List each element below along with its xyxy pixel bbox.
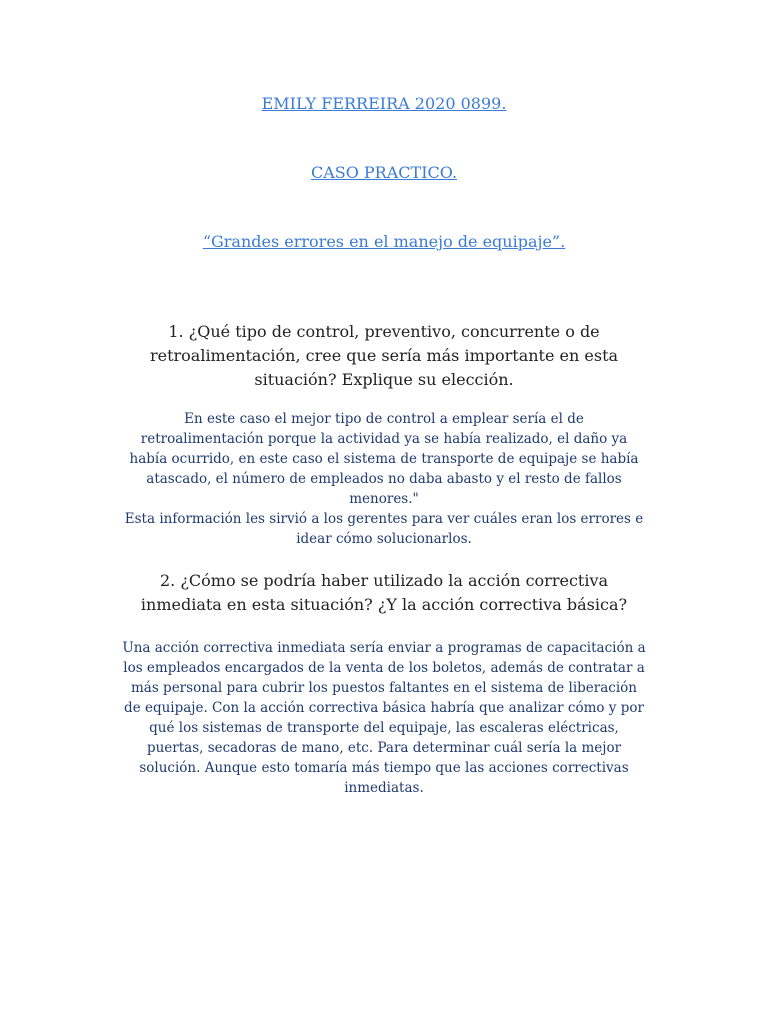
answer-1	[122, 409, 646, 549]
answer-2	[122, 638, 646, 798]
question-1: 1. ¿Qué tipo de control, preventivo, concurrente o de retroalimentación, cree que sería más importante en esta situación? Explique su elección.	[149, 322, 619, 389]
answer-1-paragraph-2: Esta información les sirvió a los gerentes para ver cuáles eran los errores e idear cómo solucionarlos.	[124, 511, 644, 547]
answer-2-paragraph-1: Una acción correctiva inmediata sería enviar a programas de capacitación a los empleados encargados de la venta de los boletos, además de contratar a más personal para cubrir los puestos faltantes en el sistema de liberación de equipaje. Con la acción correctiva básica habría que analizar cómo y por qué los sistemas de transporte del equipaje, las escaleras eléctricas, puertas, secadoras de mano, etc. Para determinar cuál sería la mejor solución. Aunque esto tomaría más tiempo que las acciones correctivas inmediatas.	[122, 640, 646, 796]
author-heading: EMILY FERREIRA 2020 0899.	[261, 94, 507, 113]
answer-1-paragraph-1: En este caso el mejor tipo de control a emplear sería el de retroalimentación porque la actividad ya se había realizado, el daño ya había ocurrido, en este caso el sistema de transporte de equipaje se había atascado, el número de empleados no daba abasto y el resto de fallos menores."	[129, 411, 639, 507]
case-title: CASO PRACTICO.	[310, 163, 458, 182]
case-subtitle: “Grandes errores en el manejo de equipaje”.	[202, 232, 566, 251]
question-2: 2. ¿Cómo se podría haber utilizado la acción correctiva inmediata en esta situación? ¿Y la acción correctiva básica?	[140, 571, 628, 614]
